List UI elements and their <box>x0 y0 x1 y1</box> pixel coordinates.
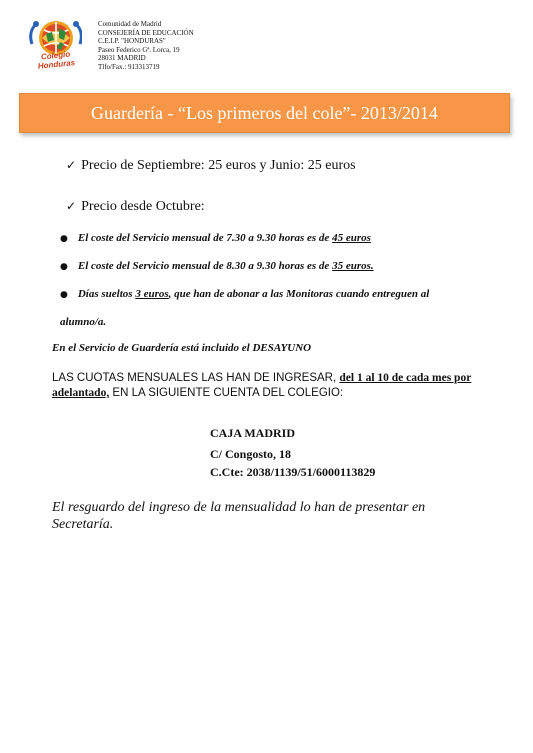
bank-account: C.Cte: 2038/1139/51/6000113829 <box>210 465 376 479</box>
bullet-price: 35 euros. <box>332 260 374 272</box>
title-banner <box>19 93 510 133</box>
bullet-text: El coste del Servicio mensual de 8.30 a 9.30 horas es de <box>77 260 333 272</box>
price-item-october <box>66 199 205 215</box>
bullet-item-3-continued: alumno/a. <box>60 316 107 328</box>
price-text: Precio desde Octubre: <box>81 199 205 214</box>
header-line: Paseo Federico Gª. Lorca, 19 <box>98 45 180 54</box>
price-text: Precio de Septiembre: 25 euros y Junio: 25 euros <box>81 158 356 173</box>
check-icon: ✓ <box>66 199 77 213</box>
bullet-item-1 <box>60 232 371 244</box>
bank-name: CAJA MADRID <box>210 426 295 440</box>
header-line: CONSEJERÍA DE EDUCACIÓN <box>98 28 194 37</box>
bullet-icon: ● <box>60 234 68 244</box>
bullet-icon: ● <box>60 262 68 272</box>
bullet-price: 3 euros <box>135 288 169 300</box>
bullet-price: 45 euros <box>332 232 371 244</box>
bullet-text: Días sueltos <box>77 288 136 300</box>
bullet-item-2 <box>60 260 374 272</box>
header-line: Comunidad de Madrid <box>98 20 162 28</box>
bullet-icon: ● <box>60 290 68 300</box>
payment-text: EN LA SIGUIENTE CUENTA DEL COLEGIO: <box>109 387 344 399</box>
school-header <box>98 20 194 72</box>
payment-text: LAS CUOTAS MENSUALES LAS HAN DE INGRESAR, <box>52 372 340 384</box>
price-item-sept-june <box>66 158 356 174</box>
logo-text: Colegio Honduras <box>37 49 76 71</box>
receipt-note: El resguardo del ingreso de la mensualidad lo han de presentar en Secretaría. <box>52 500 426 532</box>
bullet-item-3 <box>60 288 429 300</box>
bullet-text: , que han de abonar a las Monitoras cuando entreguen al <box>168 288 430 300</box>
check-icon: ✓ <box>66 158 77 172</box>
breakfast-note: En el Servicio de Guardería está incluido el DESAYUNO <box>52 342 312 354</box>
payment-deadline: del 1 al 10 de cada mes por adelantado, <box>52 372 472 399</box>
header-line: C.E.I.P. "HONDURAS" <box>98 37 166 46</box>
bullet-text: El coste del Servicio mensual de 7.30 a 9.30 horas es de <box>77 232 333 244</box>
header-line: 28031 MADRID <box>98 54 146 63</box>
payment-instructions <box>52 371 482 401</box>
page-title: Guardería - “Los primeros del cole”- 2013/2014 <box>91 102 438 123</box>
bank-address: C/ Congosto, 18 <box>210 447 292 461</box>
header-line: Tlfo/Fax.: 913313719 <box>98 62 160 71</box>
